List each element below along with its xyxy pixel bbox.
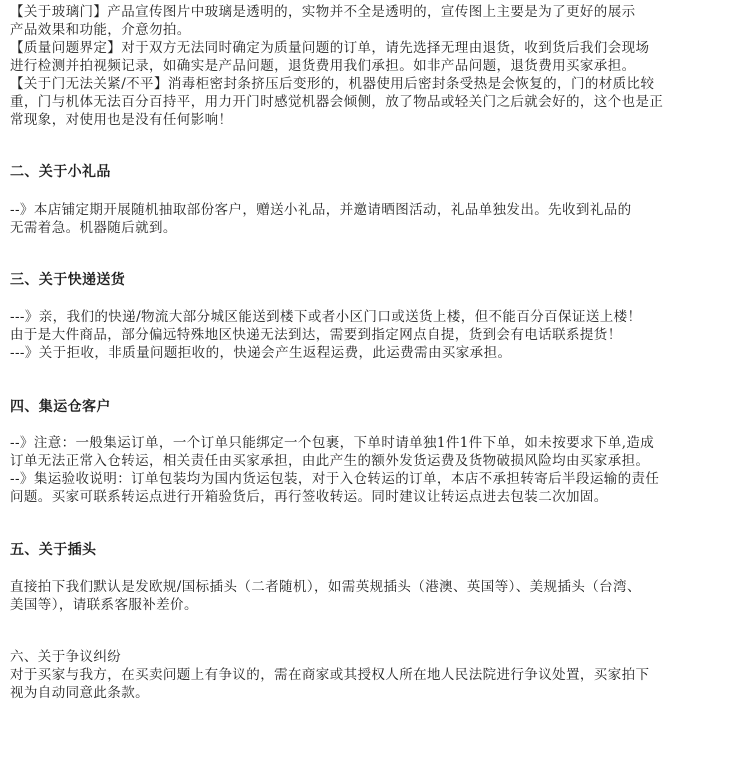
section-line: 对于买家与我方，在买卖问题上有争议的，需在商家或其授权人所在地人民法院进行争议处置，买家拍下	[10, 667, 650, 683]
intro-line: 常现象，对使用也是没有任何影响！	[10, 112, 233, 128]
section-line: --》注意：一般集运订单，一个订单只能绑定一个包裹，下单时请单独1件1件下单，如未按要求下单,造成	[10, 435, 655, 451]
section-line: --》集运验收说明：订单包装均为国内货运包装，对于入仓转运的订单，本店不承担转寄后半段运输的责任	[10, 471, 660, 487]
section-dispute	[10, 648, 649, 702]
section-delivery	[10, 271, 125, 289]
section-gifts-body	[10, 201, 632, 237]
intro-block	[10, 3, 663, 129]
section-plug-body	[10, 578, 641, 614]
section-line: ---》关于拒收，非质量问题拒收的，快递会产生返程运费，此运费需由买家承担。	[10, 345, 512, 361]
section-line: 直接拍下我们默认是发欧规/国标插头（二者随机），如需英规插头（港澳、英国等）、美规插头（台湾、	[10, 579, 641, 595]
intro-line: 【关于玻璃门】产品宣传图片中玻璃是透明的，实物并不全是透明的，宣传图上主要是为了更好的展示	[10, 4, 636, 20]
section-line: 无需着急。机器随后就到。	[10, 220, 177, 236]
intro-line: 重，门与机体无法百分百持平，用力开门时感觉机器会倾侧，放了物品或轻关门之后就会好的，这个也是正	[10, 94, 664, 110]
section-line: 订单无法正常入仓转运，相关责任由买家承担，由此产生的额外发货运费及货物破损风险均由买家承担。	[10, 453, 650, 469]
section-delivery-body	[10, 308, 641, 362]
section-heading: 三、关于快递送货	[10, 272, 126, 288]
section-plug	[10, 541, 96, 559]
intro-line: 【关于门无法关紧/不平】消毒柜密封条挤压后变形的，机器使用后密封条受热是会恢复的，门的材质比较	[10, 76, 655, 92]
section-gifts	[10, 163, 111, 181]
section-line: 问题。买家可联系转运点进行开箱验货后，再行签收转运。同时建议让转运点进去包装二次加固。	[10, 489, 608, 505]
intro-line: 进行检测并拍视频记录，如确实是产品问题，退货费用我们承担。如非产品问题，退货费用买家承担。	[10, 58, 636, 74]
section-heading: 六、关于争议纠纷	[10, 649, 122, 665]
section-line: 美国等），请联系客服补差价。	[10, 597, 198, 613]
section-line: 由于是大件商品，部分偏远特殊地区快递无法到达，需要到指定网点自提，货到会有电话联系提货！	[10, 327, 622, 343]
section-consolidation-body	[10, 434, 659, 506]
section-line: ---》亲，我们的快递/物流大部分城区能送到楼下或者小区门口或送货上楼，但不能百分百保证送上楼！	[10, 309, 642, 325]
section-line: --》本店铺定期开展随机抽取部份客户，赠送小礼品，并邀请晒图活动，礼品单独发出。先收到礼品的	[10, 202, 632, 218]
section-line: 视为自动同意此条款。	[10, 685, 149, 701]
intro-line: 【质量问题界定】对于双方无法同时确定为质量问题的订单，请先选择无理由退货，收到货后我们会现场	[10, 40, 650, 56]
section-heading: 五、关于插头	[10, 542, 97, 558]
section-heading: 四、集运仓客户	[10, 399, 111, 415]
section-consolidation	[10, 398, 111, 416]
section-heading: 二、关于小礼品	[10, 164, 111, 180]
intro-line: 产品效果和功能，介意勿拍。	[10, 22, 191, 38]
